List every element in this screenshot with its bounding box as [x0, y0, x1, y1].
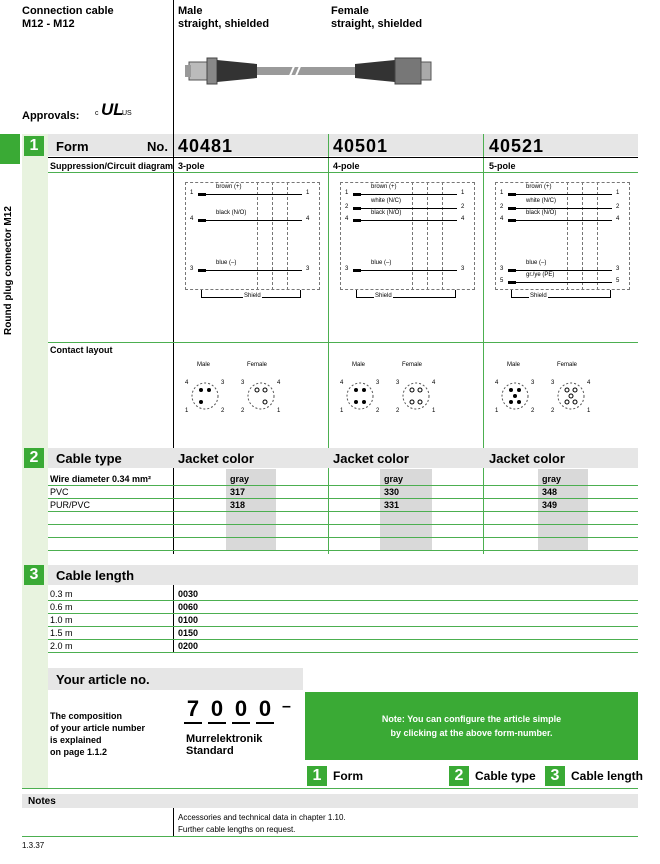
length-value: 1.0 m — [50, 615, 73, 625]
jacket-gray-1: gray — [230, 474, 250, 484]
cable-code: 331 — [384, 500, 400, 510]
cable-illustration — [185, 50, 435, 92]
svg-text:2: 2 — [241, 408, 245, 414]
wire-label: white (N/C) — [526, 198, 557, 204]
form-label: Form — [56, 139, 89, 154]
wire-pin: 2 — [500, 204, 504, 210]
length-code: 0200 — [178, 641, 199, 651]
male-label: Male — [352, 362, 366, 368]
composition-line: on page 1.1.2 — [50, 747, 108, 757]
svg-text:2: 2 — [531, 408, 535, 414]
notes-header-bg — [22, 794, 638, 808]
contact-layout-4pole — [338, 362, 478, 422]
svg-text:4: 4 — [587, 380, 591, 386]
composition-text — [50, 710, 145, 758]
wire-pin-right: 4 — [461, 216, 465, 222]
form-row-line — [48, 157, 638, 158]
cable-code: 330 — [384, 487, 400, 497]
length-line — [48, 639, 638, 640]
wire-pin: 5 — [500, 278, 504, 284]
wire-pin-right: 3 — [461, 266, 465, 272]
cable-code: 348 — [542, 487, 558, 497]
cable-row-pur-pvc: PUR/PVC — [50, 500, 91, 510]
length-line — [48, 613, 638, 614]
cable-length-label: Cable length — [56, 568, 135, 583]
approval-c: c — [95, 110, 99, 117]
suppression-label: Suppression/Circuit diagram — [50, 161, 174, 171]
female-subtitle: straight, shielded — [331, 18, 423, 30]
legend-form: Form — [333, 769, 363, 783]
wire-label: black (N/O) — [371, 210, 402, 216]
cable-line-6 — [48, 550, 638, 551]
article-digit: 0 — [232, 696, 250, 724]
female-header — [331, 5, 422, 31]
form-number-40521[interactable]: 40521 — [489, 136, 545, 156]
svg-text:4: 4 — [277, 380, 281, 386]
jacket-color-label-3: Jacket color — [489, 451, 565, 466]
article-digit: 0 — [256, 696, 274, 724]
length-value: 1.5 m — [50, 628, 73, 638]
legend-number-2: 2 — [449, 766, 469, 786]
legend-number-1: 1 — [307, 766, 327, 786]
length-line — [48, 626, 638, 627]
jacket-color-label-2: Jacket color — [333, 451, 409, 466]
wire-pin-right: 4 — [616, 216, 620, 222]
shield-label: Shield — [244, 293, 261, 299]
article-title: Your article no. — [56, 672, 150, 687]
wire-label: blue (–) — [526, 260, 547, 266]
composition-line: is explained — [50, 735, 102, 745]
svg-text:2: 2 — [221, 408, 225, 414]
header-divider — [173, 0, 174, 135]
wire-pin: 3 — [500, 266, 504, 272]
note-line-1: Note: You can configure the article simple — [381, 714, 562, 724]
svg-text:4: 4 — [432, 380, 436, 386]
svg-text:2: 2 — [551, 408, 555, 414]
section-1-number: 1 — [24, 136, 44, 156]
article-digit: 0 — [208, 696, 226, 724]
cable-code: 318 — [230, 500, 246, 510]
approval-ul: UL — [101, 100, 124, 119]
svg-text:2: 2 — [376, 408, 380, 414]
svg-text:4: 4 — [340, 380, 344, 386]
length-code: 0150 — [178, 628, 199, 638]
wire-pin: 3 — [190, 266, 194, 272]
approvals-label: Approvals: — [22, 110, 80, 122]
cable-line-5 — [48, 537, 638, 538]
length-line — [48, 600, 638, 601]
pole-row-line — [48, 172, 638, 173]
notes-line-2: Further cable lengths on request. — [178, 825, 296, 834]
svg-text:1: 1 — [185, 408, 189, 414]
svg-text:3: 3 — [241, 380, 245, 386]
wire-pin-right: 2 — [616, 204, 620, 210]
article-dash: – — [282, 698, 291, 715]
svg-text:3: 3 — [376, 380, 380, 386]
female-label: Female — [402, 362, 423, 368]
wire-label: brown (+) — [216, 184, 242, 190]
form-number-40481[interactable]: 40481 — [178, 136, 234, 156]
section-2-number: 2 — [24, 448, 44, 468]
title-line-1: Connection cable — [22, 5, 114, 17]
wire-pin-right: 3 — [306, 266, 310, 272]
wire-pin: 4 — [345, 216, 349, 222]
jacket-gray-2: gray — [384, 474, 404, 484]
wire-label: black (N/O) — [526, 210, 557, 216]
wire-label: black (N/O) — [216, 210, 247, 216]
female-title: Female — [331, 5, 369, 17]
circuit-diagram-5pole — [495, 182, 630, 302]
wire-label: white (N/C) — [371, 198, 402, 204]
wire-label: brown (+) — [526, 184, 552, 190]
svg-text:1: 1 — [432, 408, 436, 414]
legend-line — [22, 788, 638, 789]
notes-bottom-line — [22, 836, 638, 837]
cable-line-2 — [48, 498, 638, 499]
svg-text:3: 3 — [531, 380, 535, 386]
svg-text:3: 3 — [396, 380, 400, 386]
wire-pin-right: 4 — [306, 216, 310, 222]
title-line-2: M12 - M12 — [22, 18, 75, 30]
notes-text — [178, 812, 346, 836]
length-value: 0.3 m — [50, 589, 73, 599]
wire-pin-right: 1 — [616, 190, 620, 196]
contact-layout-label: Contact layout — [50, 345, 113, 355]
cable-line-4 — [48, 524, 638, 525]
male-title: Male — [178, 5, 203, 17]
wire-label: blue (–) — [216, 260, 237, 266]
wire-label: blue (–) — [371, 260, 392, 266]
svg-text:1: 1 — [495, 408, 499, 414]
male-label: Male — [507, 362, 521, 368]
brand-text — [186, 733, 262, 757]
article-digit: 7 — [184, 696, 202, 724]
male-subtitle: straight, shielded — [178, 18, 270, 30]
brand-line-1: Murrelektronik — [186, 733, 263, 745]
contact-layout-5pole — [493, 362, 633, 422]
side-bar-top — [0, 134, 20, 164]
cable-line-1 — [48, 485, 638, 486]
wire-pin-right: 1 — [306, 190, 310, 196]
composition-line: of your article number — [50, 723, 146, 733]
approval-us: US — [122, 110, 132, 117]
pin-layout-icon — [183, 374, 323, 414]
cable-code: 317 — [230, 487, 246, 497]
legend-number-3: 3 — [545, 766, 565, 786]
notes-divider — [173, 808, 174, 836]
svg-text:2: 2 — [396, 408, 400, 414]
female-label: Female — [557, 362, 578, 368]
length-code: 0030 — [178, 589, 199, 599]
note-text — [305, 712, 638, 740]
wire-pin: 3 — [345, 266, 349, 272]
svg-text:1: 1 — [277, 408, 281, 414]
cable-row-pvc: PVC — [50, 487, 69, 497]
legend-cable-length: Cable length — [571, 769, 644, 783]
pole-5: 5-pole — [489, 161, 516, 171]
cable-length-header-bg — [48, 565, 638, 585]
wire-pin: 1 — [345, 190, 349, 196]
wire-pin-right: 5 — [616, 278, 620, 284]
article-digits — [184, 696, 274, 724]
wire-pin-right: 1 — [461, 190, 465, 196]
col-divider-1 — [173, 134, 174, 554]
jacket-color-label-1: Jacket color — [178, 451, 254, 466]
pin-layout-icon — [493, 374, 633, 414]
svg-text:1: 1 — [340, 408, 344, 414]
wire-pin: 4 — [190, 216, 194, 222]
composition-line: The composition — [50, 711, 122, 721]
male-header — [178, 5, 269, 31]
male-label: Male — [197, 362, 211, 368]
shield-label: Shield — [530, 293, 547, 299]
note-line-2: by clicking at the above form-number. — [390, 728, 553, 738]
wire-label: brown (+) — [371, 184, 397, 190]
cable-type-label: Cable type — [56, 451, 122, 466]
page-number: 1.3.37 — [22, 841, 45, 850]
ul-approval-logo — [95, 100, 135, 122]
wire-pin-right: 3 — [616, 266, 620, 272]
svg-text:1: 1 — [587, 408, 591, 414]
length-code: 0060 — [178, 602, 199, 612]
length-divider — [173, 585, 174, 653]
svg-text:3: 3 — [551, 380, 555, 386]
section-3-number: 3 — [24, 565, 44, 585]
length-line — [48, 652, 638, 653]
pin-layout-icon — [338, 374, 478, 414]
svg-text:4: 4 — [495, 380, 499, 386]
notes-line-1: Accessories and technical data in chapter 1.10. — [178, 813, 346, 822]
notes-label: Notes — [28, 796, 56, 807]
wire-pin-right: 2 — [461, 204, 465, 210]
wire-pin: 2 — [345, 204, 349, 210]
cable-code: 349 — [542, 500, 558, 510]
wire-pin: 1 — [190, 190, 194, 196]
svg-text:3: 3 — [221, 380, 225, 386]
brand-line-2: Standard — [186, 745, 234, 757]
wire-pin: 1 — [500, 190, 504, 196]
legend-cable-type: Cable type — [475, 769, 536, 783]
cable-line-3 — [48, 511, 638, 512]
jacket-gray-3: gray — [542, 474, 562, 484]
col-divider-3 — [483, 134, 484, 554]
svg-text:4: 4 — [185, 380, 189, 386]
side-label-text: Round plug connector M12 — [3, 206, 14, 335]
circuit-diagram-4pole — [340, 182, 475, 302]
length-code: 0100 — [178, 615, 199, 625]
page-title — [22, 5, 114, 31]
no-label: No. — [147, 139, 168, 154]
contact-row-line — [48, 342, 638, 343]
col-divider-2 — [328, 134, 329, 554]
wire-label: gr./ye (PE) — [526, 272, 555, 278]
contact-layout-3pole — [183, 362, 323, 422]
form-number-40501[interactable]: 40501 — [333, 136, 389, 156]
wire-pin: 4 — [500, 216, 504, 222]
pole-3: 3-pole — [178, 161, 205, 171]
side-label — [3, 165, 17, 335]
female-label: Female — [247, 362, 268, 368]
wire-diameter-label: Wire diameter 0.34 mm² — [50, 474, 151, 484]
shield-label: Shield — [375, 293, 392, 299]
length-value: 2.0 m — [50, 641, 73, 651]
length-value: 0.6 m — [50, 602, 73, 612]
pole-4: 4-pole — [333, 161, 360, 171]
circuit-diagram-3pole — [185, 182, 320, 302]
